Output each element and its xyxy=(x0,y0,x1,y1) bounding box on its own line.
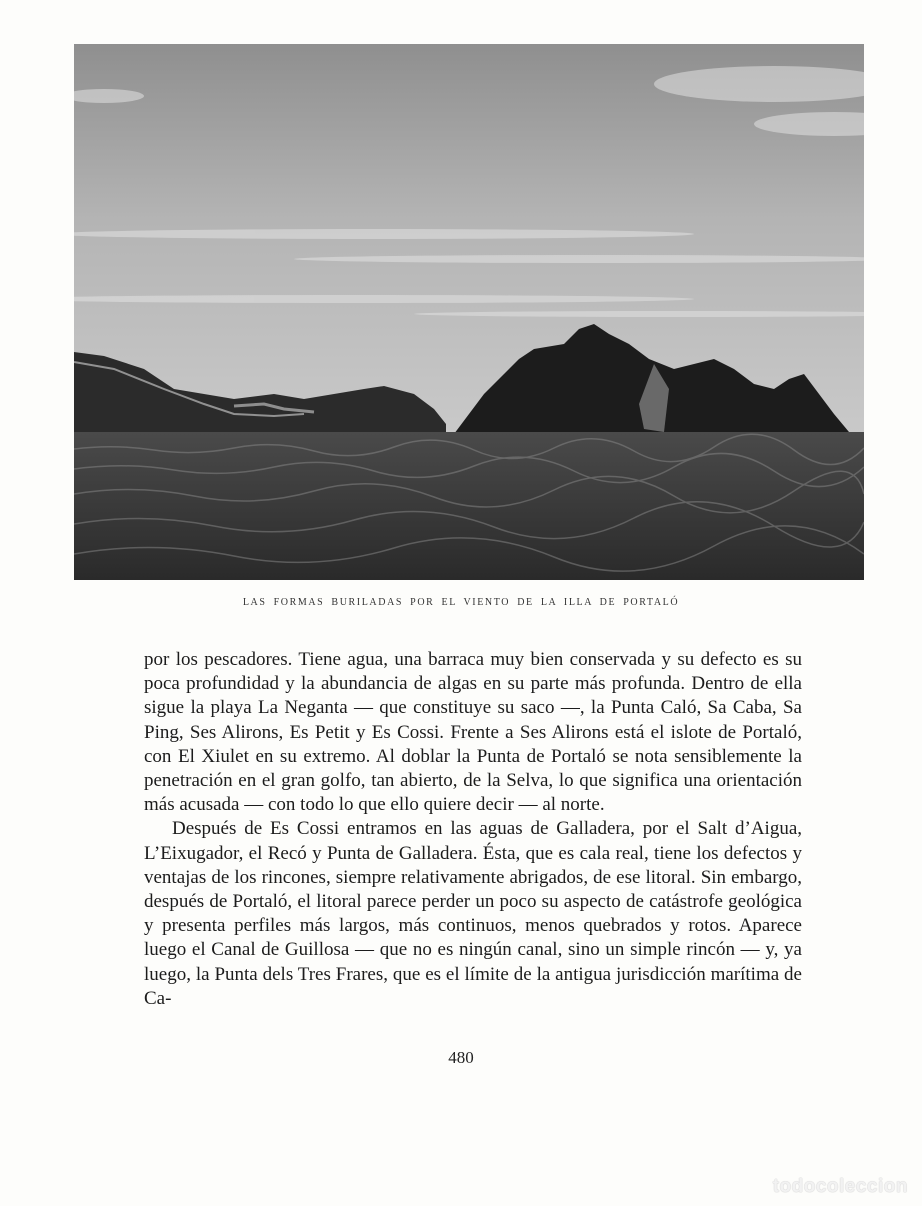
photo-image xyxy=(74,44,864,580)
photo-caption: LAS FORMAS BURILADAS POR EL VIENTO DE LA ILLA DE PORTALÓ xyxy=(242,597,680,608)
paragraph-2: Después de Es Cossi entramos en las aguas de Galladera, por el Salt d’Aigua, L’Eixugador, el Recó y Punta de Galladera. Ésta, que es cala real, tiene los defectos y ventajas de los rincones, siempre relativamente abrigados, de ese litoral. Sin embargo, después de Portaló, el litoral parece perder un poco su aspecto de catástrofe geológica y presenta perfiles más largos, más continuos, menos quebrados y rotos. Aparece luego el Canal de Guillosa — que no es ningún canal, sino un simple rincón — y, ya luego, la Punta dels Tres Frares, que es el límite de la antigua jurisdicción marítima de Ca- xyxy=(144,818,802,1009)
watermark-logo: todocoleccion xyxy=(772,1176,908,1197)
photograph-illa-de-portalo xyxy=(74,44,864,580)
paragraph-1: por los pescadores. Tiene agua, una barraca muy bien conservada y su defecto es su poca profundidad y la abundancia de algas en su parte más profunda. Dentro de ella sigue la playa La Neganta — que constituye su saco —, la Punta Caló, Sa Caba, Sa Ping, Ses Alirons, Es Petit y Es Cossi. Frente a Ses Alirons está el islote de Portaló, con El Xiulet en su extremo. Al doblar la Punta de Portaló se nota sensiblemente la penetración en el gran golfo, tan abierto, de la Selva, lo que significa una orientación más acusada — con todo lo que ello quiere decir — al norte. xyxy=(144,649,802,816)
body-text xyxy=(144,648,802,1011)
page-number: 480 xyxy=(448,1048,474,1067)
